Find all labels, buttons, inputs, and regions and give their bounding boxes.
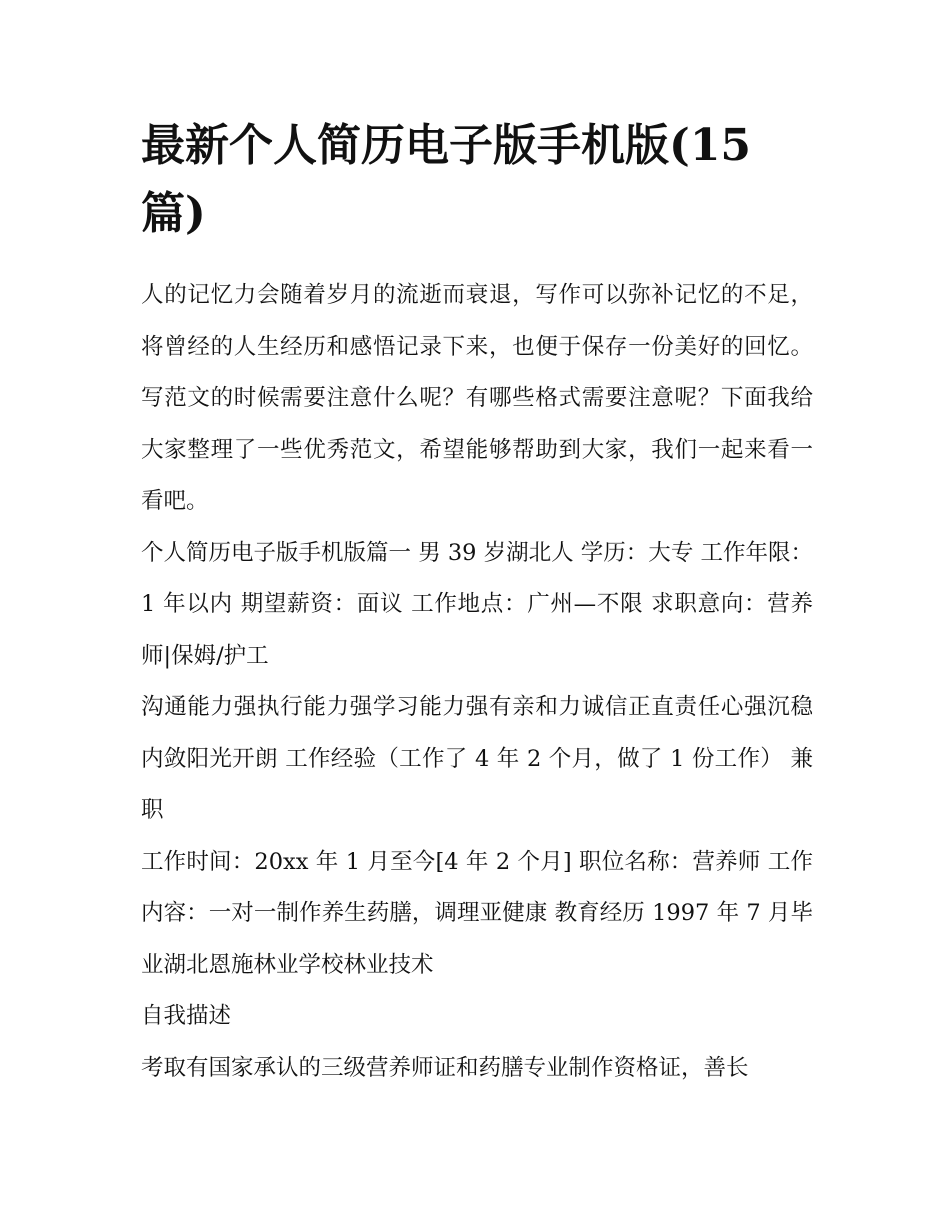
document-body [141, 112, 813, 1094]
intro-paragraph: 人的记忆力会随着岁月的流逝而衰退，写作可以弥补记忆的不足，将曾经的人生经历和感悟记录下来，也便于保存一份美好的回忆。写范文的时候需要注意什么呢？有哪些格式需要注意呢？下面我给大家整理了一些优秀范文，希望能够帮助到大家，我们一起来看一看吧。 [141, 282, 813, 514]
self-description-paragraph: 考取有国家承认的三级营养师证和药膳专业制作资格证，善长 [141, 1054, 749, 1081]
resume-basic-info-paragraph: 个人简历电子版手机版篇一 男 39 岁湖北人 学历：大专 工作年限：1 年以内 期望薪资：面议 工作地点：广州—不限 求职意向：营养师|保姆/护工 [141, 539, 813, 669]
work-education-paragraph: 工作时间：20xx 年 1 月至今[4 年 2 个月] 职位名称：营养师 工作内容：一对一制作养生药膳，调理亚健康 教育经历 1997 年 7 月毕业湖北恩施林业学校林业技术 [141, 848, 813, 978]
document-title: 最新个人简历电子版手机版(15篇) [141, 120, 752, 239]
self-description-heading: 自我描述 [141, 1003, 232, 1029]
skills-experience-paragraph: 沟通能力强执行能力强学习能力强有亲和力诚信正直责任心强沉稳内敛阳光开朗 工作经验（工作了 4 年 2 个月，做了 1 份工作） 兼职 [141, 694, 813, 823]
